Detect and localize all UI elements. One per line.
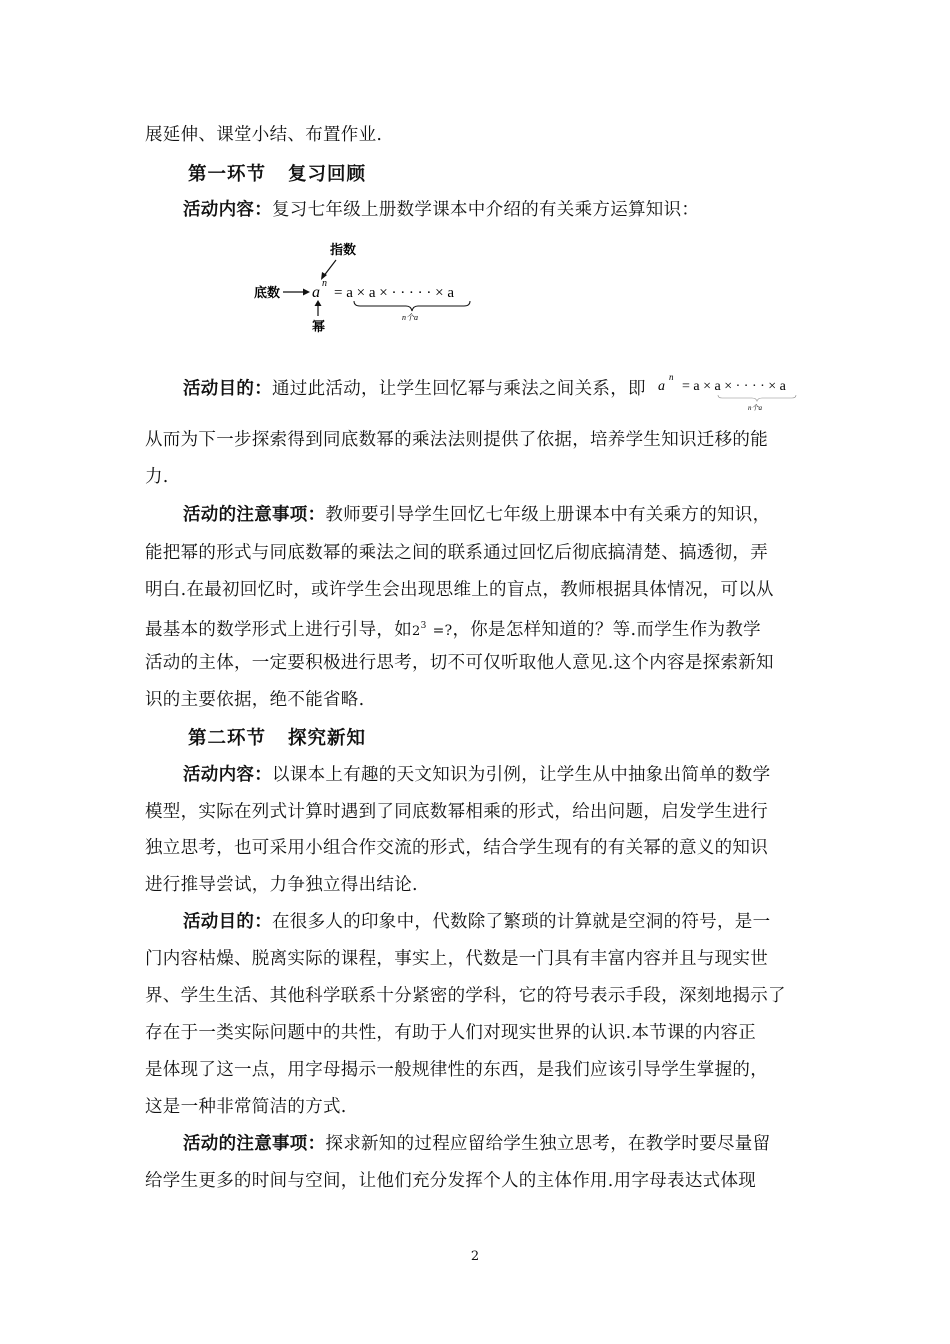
text-run: 最基本的数学形式上进行引导，如	[145, 620, 412, 640]
paragraph-activity-purpose	[183, 910, 770, 934]
page-number: 2	[470, 1249, 480, 1264]
text-run: 复习七年级上册数学课本中介绍的有关乘方运算知识：	[272, 200, 700, 220]
text-line	[145, 614, 761, 644]
section-heading-1	[188, 160, 366, 186]
inline-power-formula	[656, 370, 816, 414]
text-run: 探求新知的过程应留给学生独立思考，在教学时要尽量留	[325, 1134, 771, 1154]
paragraph-activity-notes	[183, 503, 770, 527]
base-variable: a	[312, 284, 320, 301]
text-line: 门内容枯燥、脱离实际的课程，事实上，代数是一门具有丰富内容并且与现实世	[145, 949, 768, 969]
brace-label: n个a	[402, 313, 418, 322]
text-line: 活动的主体，一定要积极进行思考，切不可仅听取他人意见.这个内容是探索新知	[145, 653, 774, 673]
text-line: 这是一种非常简洁的方式.	[145, 1097, 347, 1117]
text-line: 给学生更多的时间与空间，让他们充分发挥个人的主体作用.用字母表达式体现	[145, 1171, 757, 1191]
text-run: 通过此活动，让学生回忆幂与乘法之间关系，即	[272, 379, 646, 399]
expansion: = a × a × · · · · · × a	[334, 285, 455, 301]
paragraph-activity-notes	[183, 1132, 770, 1156]
equals-question: =?	[432, 623, 453, 639]
text-line: 从而为下一步探索得到同底数幂的乘法法则提供了依据，培养学生知识迁移的能	[145, 430, 768, 450]
underbrace	[354, 301, 470, 311]
formula-underbrace	[718, 395, 796, 401]
formula-exponent: n	[669, 372, 674, 382]
label-activity-notes: 活动的注意事项：	[183, 1134, 326, 1154]
text-line: 界、学生生活、其他科学联系十分紧密的学科，它的符号表示手段，深刻地揭示了	[145, 986, 786, 1006]
formula-expansion: = a × a × · · · · × a	[682, 379, 786, 394]
base-arrowhead	[303, 289, 310, 296]
power-base: 2	[412, 624, 421, 639]
section-heading-2	[188, 724, 366, 750]
text-line: 能把幂的形式与同底数幂的乘法之间的联系通过回忆后彻底搞清楚、搞透彻，弄	[145, 543, 768, 563]
text-run: 以课本上有趣的天文知识为引例，让学生从中抽象出简单的数学	[272, 765, 771, 785]
heading-title: 复习回顾	[288, 164, 367, 185]
label-activity-notes: 活动的注意事项：	[183, 505, 326, 525]
paragraph-activity-content	[183, 763, 770, 787]
text-run: 教师要引导学生回忆七年级上册课本中有关乘方的知识，	[325, 505, 771, 525]
exponent-label: 指数	[330, 242, 357, 257]
base-label: 底数	[254, 285, 281, 300]
heading-title: 探究新知	[288, 728, 367, 749]
text-line: 展延伸、课堂小结、布置作业.	[145, 125, 383, 145]
power-exponent: 3	[420, 621, 427, 631]
power-label: 幂	[312, 319, 326, 334]
text-run: ，你是怎样知道的？等.而学生作为教学	[452, 620, 761, 640]
paragraph-activity-purpose	[183, 377, 646, 401]
heading-number: 第一环节	[188, 164, 267, 185]
label-activity-purpose: 活动目的：	[183, 379, 272, 399]
power-diagram	[250, 240, 490, 335]
text-line: 识的主要依据，绝不能省略.	[145, 690, 365, 710]
text-line: 独立思考，也可采用小组合作交流的形式，结合学生现有的有关幂的意义的知识	[145, 838, 768, 858]
text-run: 在很多人的印象中，代数除了繁琐的计算就是空洞的符号，是一	[272, 912, 771, 932]
text-line: 是体现了这一点，用字母揭示一般规律性的东西，是我们应该引导学生掌握的，	[145, 1060, 768, 1080]
formula-brace-label: n个a	[748, 404, 762, 412]
text-line: 存在于一类实际问题中的共性，有助于人们对现实世界的认识.本节课的内容正	[145, 1023, 757, 1043]
paragraph-activity-content	[183, 198, 699, 222]
text-line: 明白.在最初回忆时，或许学生会出现思维上的盲点，教师根据具体情况，可以从	[145, 580, 774, 600]
text-line: 模型，实际在列式计算时遇到了同底数幂相乘的形式，给出问题，启发学生进行	[145, 802, 768, 822]
text-line: 进行推导尝试，力争独立得出结论.	[145, 875, 418, 895]
formula-base: a	[658, 379, 665, 394]
label-activity-content: 活动内容：	[183, 765, 272, 785]
text-line: 力.	[145, 467, 169, 487]
heading-number: 第二环节	[188, 728, 267, 749]
label-activity-purpose: 活动目的：	[183, 912, 272, 932]
exponent-variable: n	[322, 278, 327, 289]
label-activity-content: 活动内容：	[183, 200, 272, 220]
